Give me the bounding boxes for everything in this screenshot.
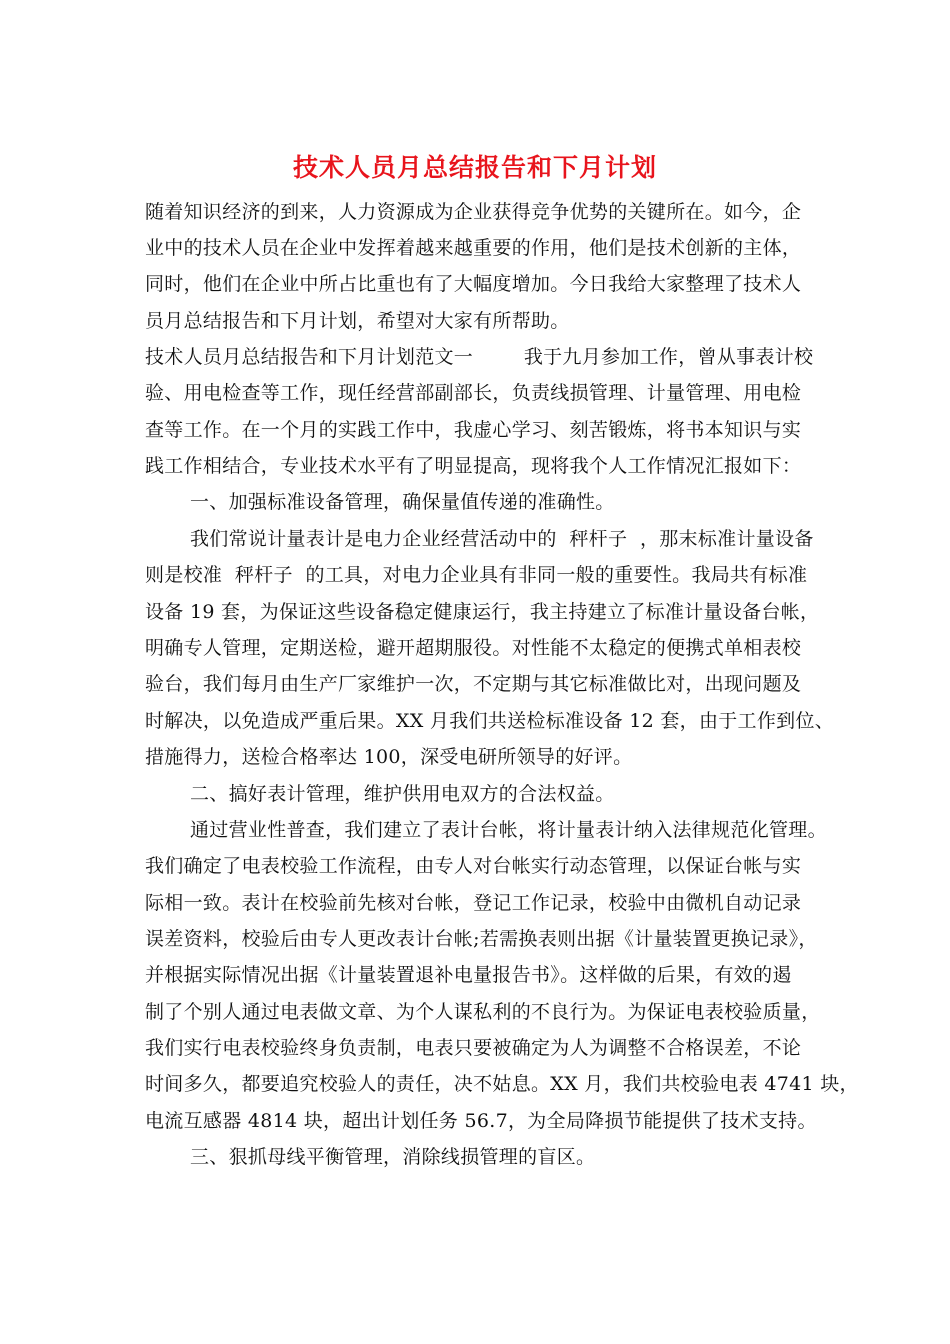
- paragraph-line: 我们确定了电表校验工作流程，由专人对台帐实行动态管理，以保证台帐与实: [145, 855, 802, 877]
- paragraph-line: 我们常说计量表计是电力企业经营活动中的 秤杆子 ，那末标准计量设备: [190, 528, 814, 550]
- paragraph-line: 时间多久，都要追究校验人的责任，决不姑息。XX 月，我们共校验电表 4741 块，: [145, 1073, 859, 1095]
- paragraph-line: 查等工作。在一个月的实践工作中，我虚心学习、刻苦锻炼，将书本知识与实: [145, 419, 802, 441]
- paragraph-line: 业中的技术人员在企业中发挥着越来越重要的作用，他们是技术创新的主体，: [145, 237, 802, 259]
- paragraph-line: 制了个别人通过电表做文章、为个人谋私利的不良行为。为保证电表校验质量，: [145, 1001, 821, 1023]
- paragraph-line: 电流互感器 4814 块，超出计划任务 56.7，为全局降损节能提供了技术支持。: [145, 1110, 817, 1132]
- paragraph-line: 践工作相结合，专业技术水平有了明显提高，现将我个人工作情况汇报如下：: [145, 455, 802, 477]
- paragraph-line: 误差资料，校验后由专人更改表计台帐;若需换表则出据《计量装置更换记录》，: [145, 928, 818, 950]
- paragraph-line: 际相一致。表计在校验前先核对台帐，登记工作记录，校验中由微机自动记录: [145, 892, 802, 914]
- paragraph-line: 技术人员月总结报告和下月计划范文一 我于九月参加工作，曾从事表计校: [145, 346, 814, 368]
- paragraph-line: 同时，他们在企业中所占比重也有了大幅度增加。今日我给大家整理了技术人: [145, 273, 802, 295]
- section-heading-2: 二、搞好表计管理，维护供用电双方的合法权益。: [190, 783, 615, 805]
- paragraph-line: 随着知识经济的到来，人力资源成为企业获得竞争优势的关键所在。如今，企: [145, 201, 802, 223]
- paragraph-line: 验、用电检查等工作，现任经营部副部长，负责线损管理、计量管理、用电检: [145, 382, 802, 404]
- paragraph-line: 并根据实际情况出据《计量装置退补电量报告书》。这样做的后果，有效的遏: [145, 964, 792, 986]
- paragraph-line: 措施得力，送检合格率达 100，深受电研所领导的好评。: [145, 746, 633, 768]
- document-title: 技术人员月总结报告和下月计划: [292, 153, 657, 182]
- paragraph-line: 时解决，以免造成严重后果。XX 月我们共送检标准设备 12 套，由于工作到位、: [145, 710, 835, 732]
- paragraph-line: 则是校准 秤杆子 的工具，对电力企业具有非同一般的重要性。我局共有标准: [145, 564, 808, 586]
- section-heading-3: 三、狠抓母线平衡管理，消除线损管理的盲区。: [190, 1146, 596, 1168]
- paragraph-line: 我们实行电表校验终身负责制，电表只要被确定为人为调整不合格误差，不论: [145, 1037, 802, 1059]
- paragraph-line: 员月总结报告和下月计划，希望对大家有所帮助。: [145, 310, 570, 332]
- paragraph-line: 通过营业性普查，我们建立了表计台帐，将计量表计纳入法律规范化管理。: [190, 819, 827, 841]
- paragraph-line: 明确专人管理，定期送检，避开超期服役。对性能不太稳定的便携式单相表校: [145, 637, 802, 659]
- paragraph-line: 验台，我们每月由生产厂家维护一次，不定期与其它标准做比对，出现问题及: [145, 673, 802, 695]
- section-heading-1: 一、加强标准设备管理，确保量值传递的准确性。: [190, 491, 615, 513]
- paragraph-line: 设备 19 套，为保证这些设备稳定健康运行，我主持建立了标准计量设备台帐，: [145, 601, 820, 623]
